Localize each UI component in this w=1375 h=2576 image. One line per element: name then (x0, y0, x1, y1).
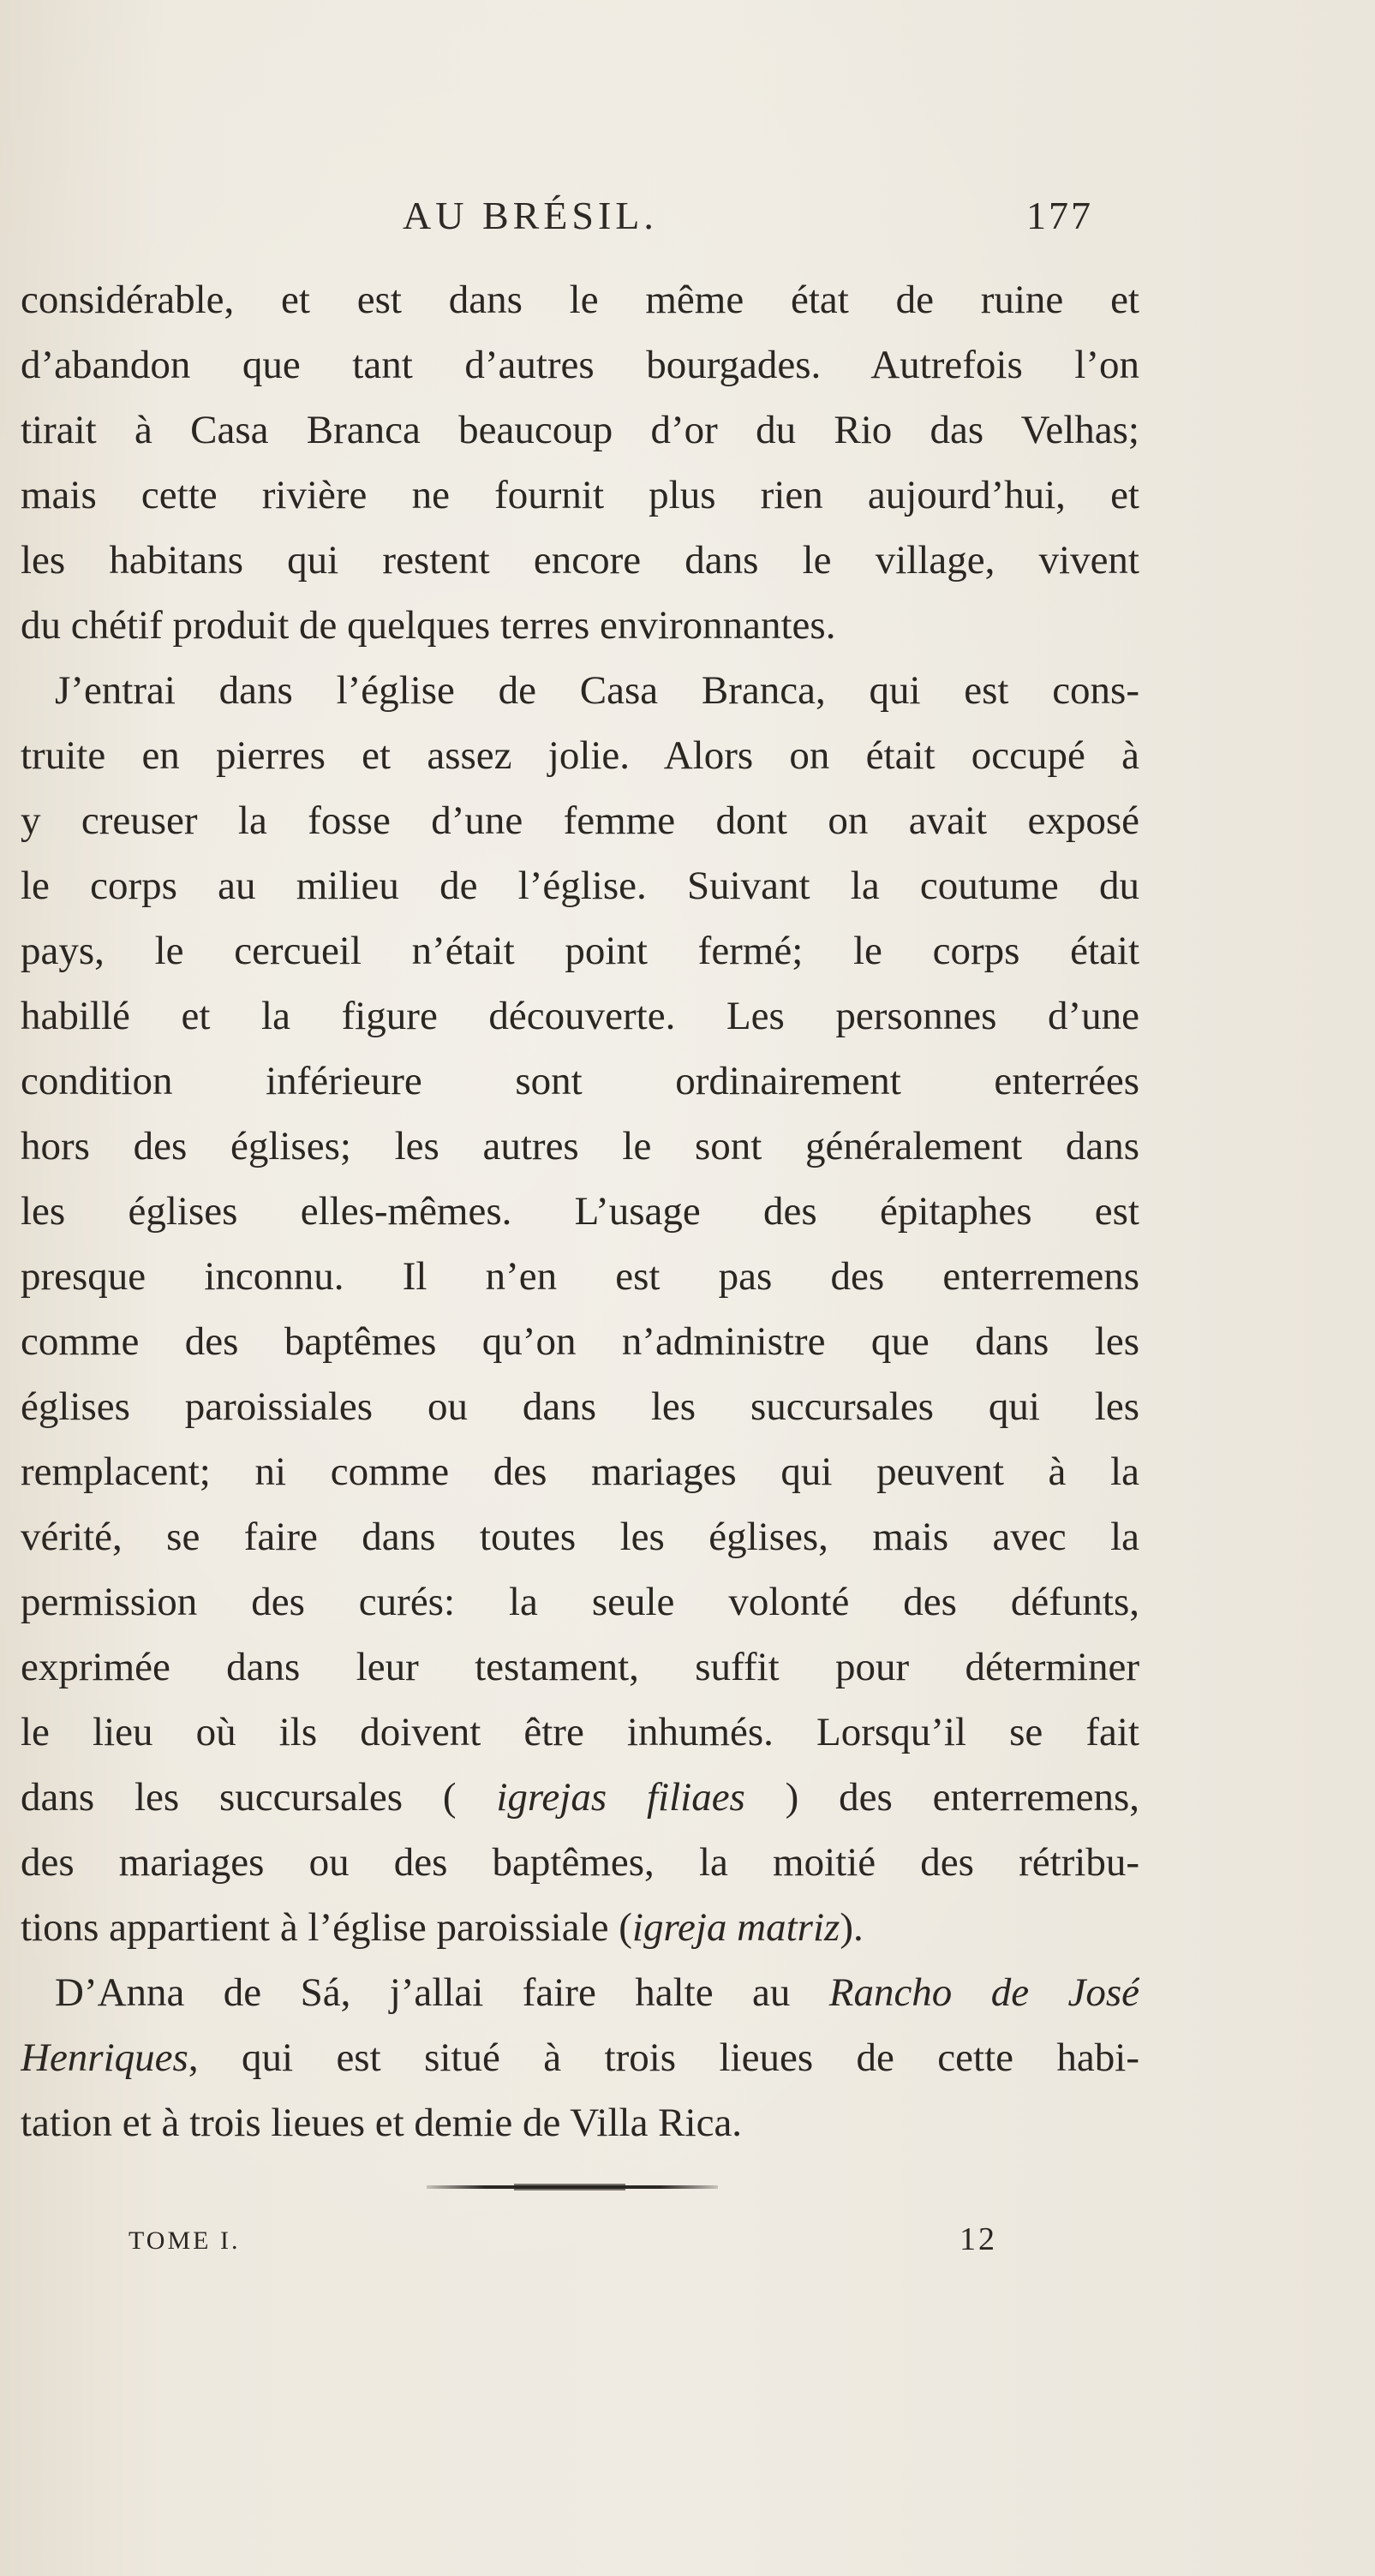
page-number: 177 (1026, 194, 1093, 237)
text-line: y creuser la fosse d’une femme dont on avait exposé (21, 798, 1139, 843)
signature-mark-volume: TOME I. (129, 2226, 241, 2255)
line-text: D’Anna de Sá, j’allai faire halte au (55, 1970, 829, 2015)
text-line: tation et à trois lieues et demie de Villa Rica. (21, 2101, 743, 2145)
text-line: tirait à Casa Branca beaucoup d’or du Rio das Velhas; (21, 408, 1139, 452)
italic-term: Henriques (21, 2035, 188, 2080)
ornamental-rule-center (514, 2184, 625, 2190)
running-title: AU BRÉSIL. (403, 194, 658, 237)
text-line: remplacent; ni comme des mariages qui peuvent à la (21, 1449, 1139, 1494)
text-line: les églises elles-mêmes. L’usage des épitaphes est (21, 1189, 1139, 1234)
text-line: truite en pierres et assez jolie. Alors on était occupé à (21, 733, 1139, 778)
line-text: , qui est situé à trois lieues de cette habi- (188, 2035, 1139, 2080)
text-line: pays, le cercueil n’était point fermé; le corps était (21, 929, 1139, 973)
running-head (0, 190, 1375, 242)
line-text: tions appartient à l’église paroissiale ( (21, 1905, 632, 1950)
line-text: ). (840, 1905, 864, 1950)
text-line: églises paroissiales ou dans les succursales qui les (21, 1384, 1139, 1429)
text-line: vérité, se faire dans toutes les églises, mais avec la (21, 1515, 1139, 1559)
text-line: d’abandon que tant d’autres bourgades. Autrefois l’on (21, 343, 1139, 387)
signature-mark-number: 12 (960, 2221, 997, 2257)
text-line: les habitans qui restent encore dans le village, vivent (21, 538, 1139, 583)
line-text: ) des enterremens, (785, 1775, 1139, 1820)
italic-term: Rancho de José (828, 1970, 1139, 2015)
text-line-with-italic (21, 2025, 1139, 2090)
line-text: dans les succursales ( (21, 1775, 457, 1820)
paragraph-start-line: J’entrai dans l’église de Casa Branca, qui est cons- (55, 668, 1139, 713)
text-line: des mariages ou des baptêmes, la moitié des rétribu- (21, 1840, 1139, 1885)
text-line: le lieu où ils doivent être inhumés. Lorsqu’il se fait (21, 1710, 1139, 1754)
text-line: le corps au milieu de l’église. Suivant la coutume du (21, 864, 1139, 908)
text-line: exprimée dans leur testament, suffit pour déterminer (21, 1645, 1139, 1689)
text-line: hors des églises; les autres le sont généralement dans (21, 1124, 1139, 1168)
text-line: du chétif produit de quelques terres environnantes. (21, 603, 836, 648)
text-line: considérable, et est dans le même état de ruine et (21, 278, 1139, 322)
text-line: presque inconnu. Il n’en est pas des enterremens (21, 1254, 1139, 1299)
paragraph-start-line (21, 1960, 1139, 2025)
body-text (21, 267, 1139, 2155)
text-line: mais cette rivière ne fournit plus rien aujourd’hui, et (21, 473, 1139, 517)
text-line: permission des curés: la seule volonté des défunts, (21, 1580, 1139, 1624)
text-line: habillé et la figure découverte. Les personnes d’une (21, 994, 1139, 1038)
text-line: condition inférieure sont ordinairement enterrées (21, 1059, 1139, 1103)
italic-term: igrejas filiaes (496, 1775, 745, 1820)
italic-term: igreja matriz (631, 1905, 840, 1950)
text-line-with-italic (21, 1765, 1139, 1830)
text-line: comme des baptêmes qu’on n’administre que dans les (21, 1319, 1139, 1364)
text-line-with-italic (21, 1895, 1139, 1960)
